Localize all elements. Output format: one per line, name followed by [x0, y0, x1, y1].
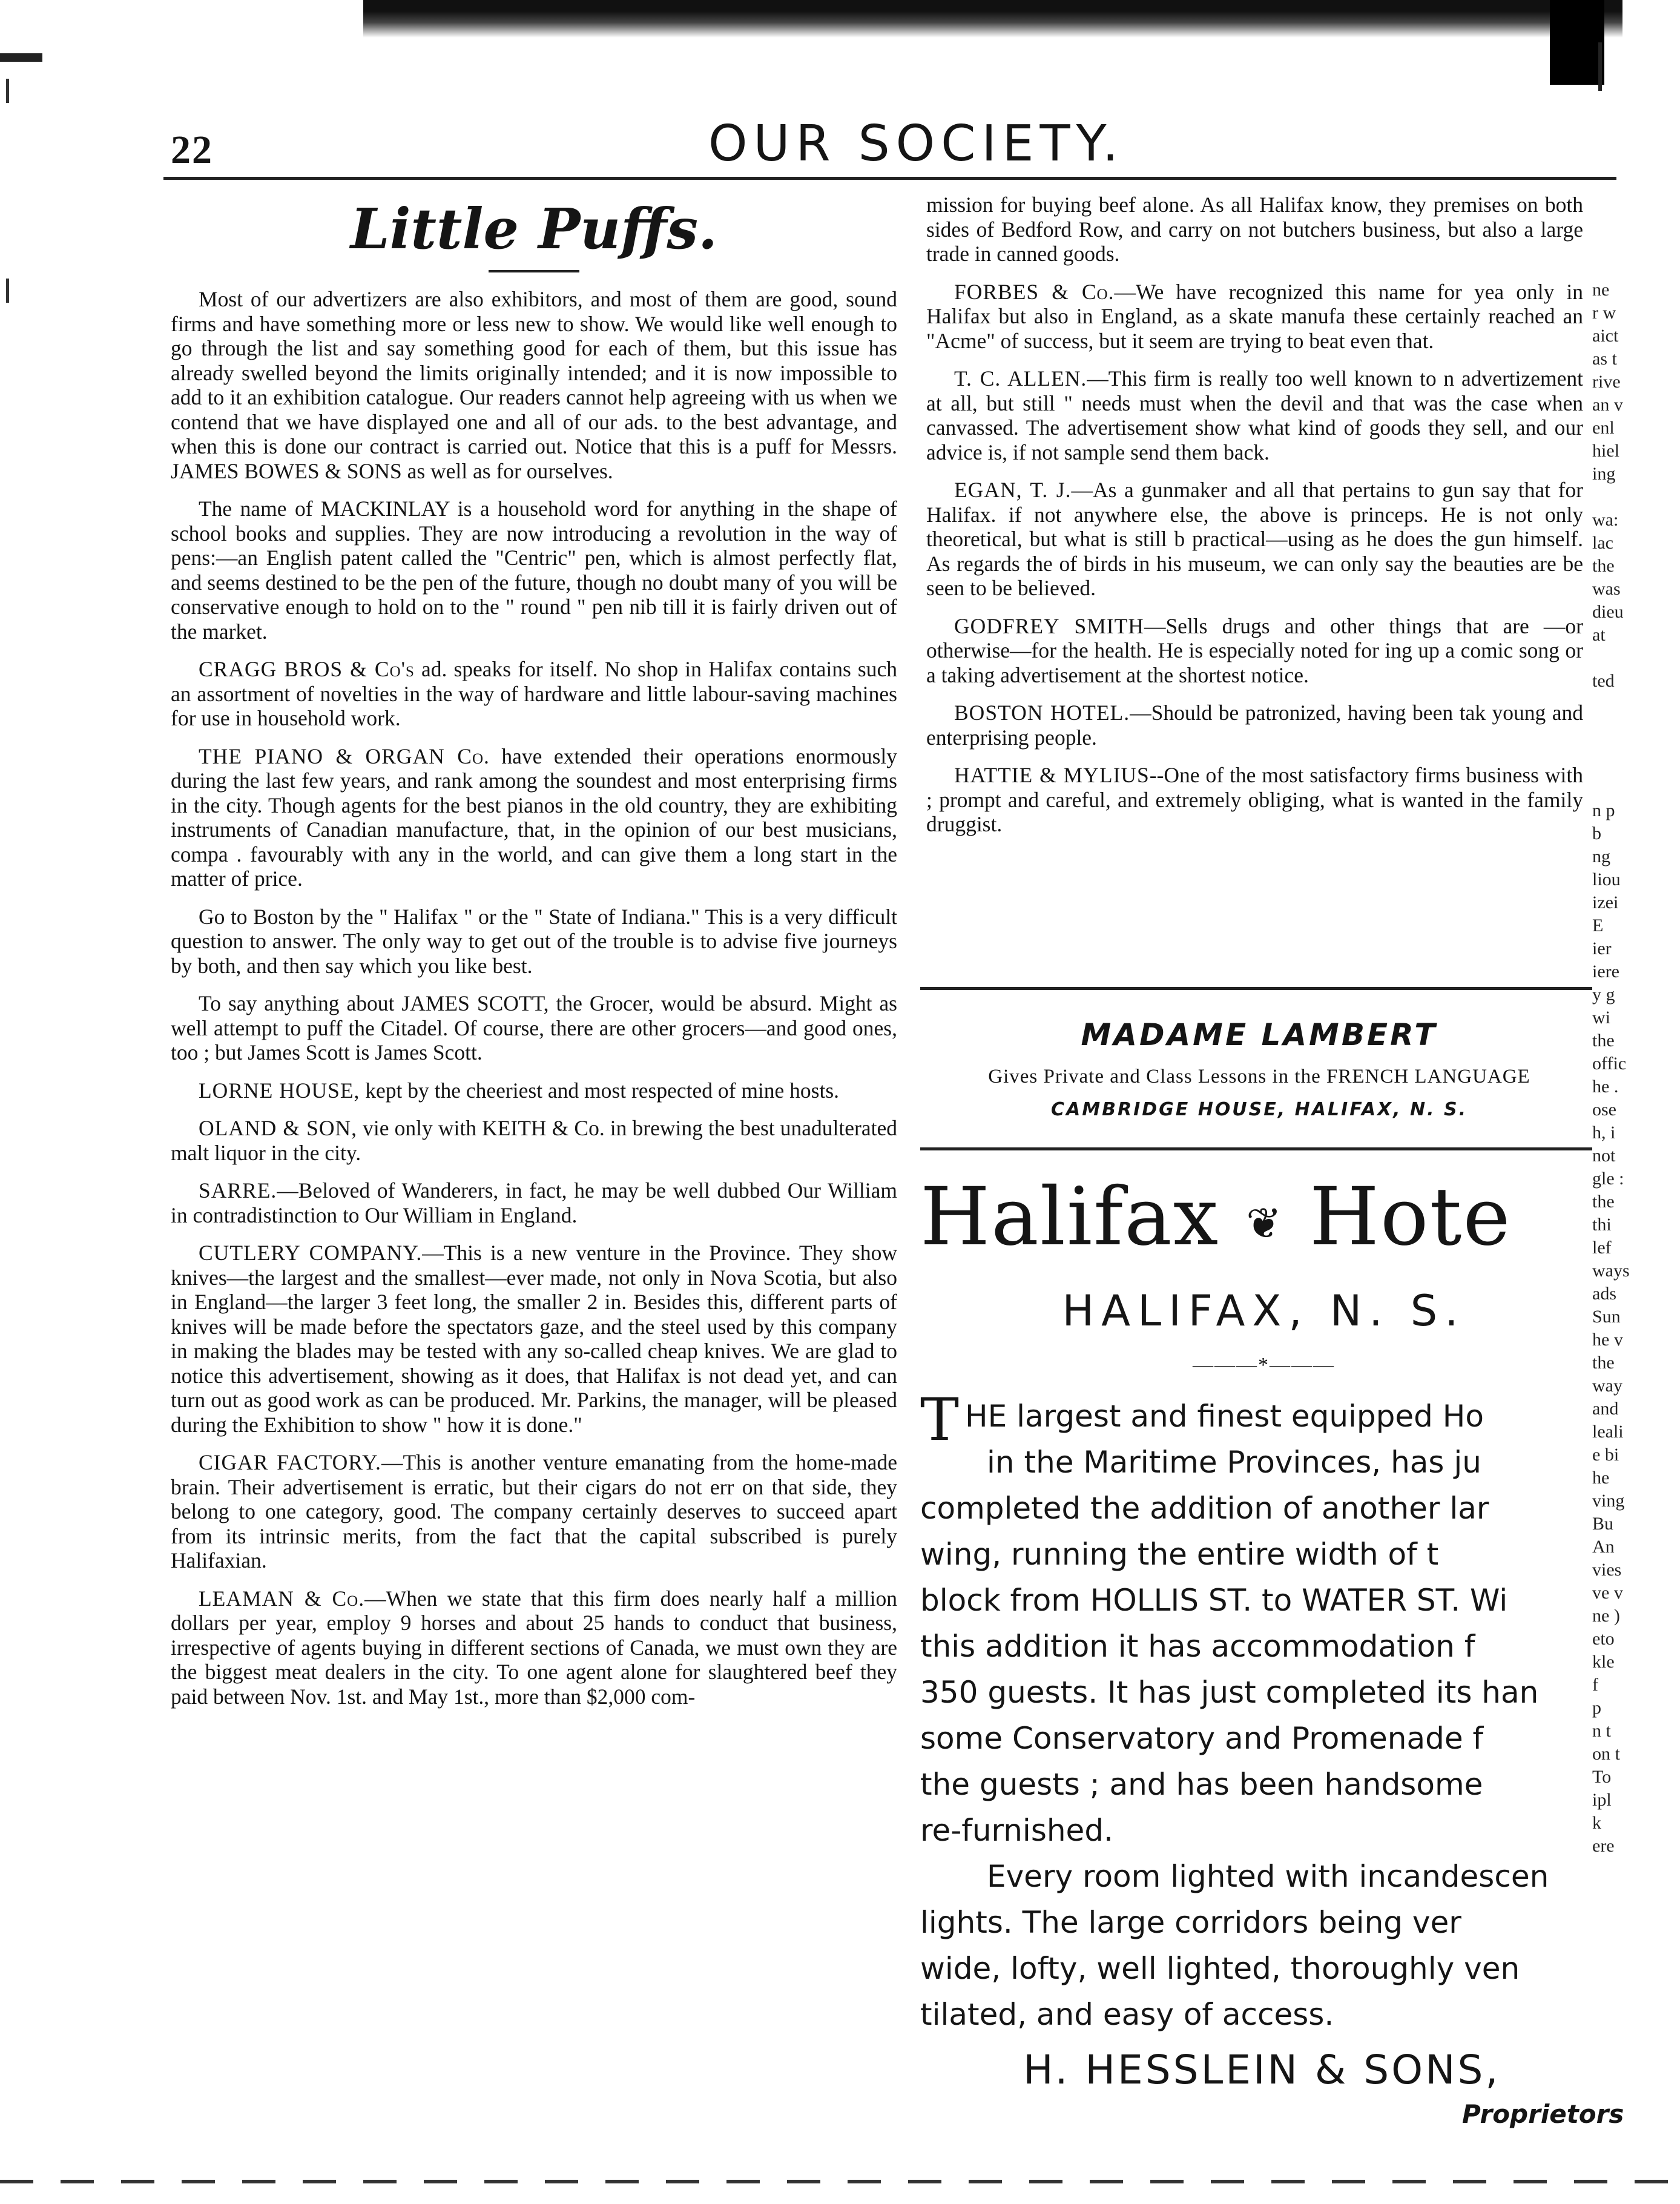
scan-speck: [6, 79, 9, 103]
fragment-text: b: [1592, 823, 1601, 843]
hotel-description: [920, 1385, 1607, 2033]
puff-paragraph: [926, 701, 1583, 750]
paragraph-text: —This firm is really too well known to n advertizement at all, but still " needs must when the devil and that was the case when canvassed. The advertisement show what kind of goods they sell, and our advice is, if not sample send them back.: [926, 366, 1583, 464]
fragment-text: r w: [1592, 303, 1616, 323]
right-column: [926, 193, 1583, 850]
proprietor-title: Proprietors: [1462, 2099, 1624, 2129]
fragment-text: lac: [1592, 533, 1613, 553]
fragment-text: the: [1592, 1192, 1615, 1212]
paragraph-text: —This is another venture emanating from the home-made brain. Their advertisement is erratic, but their cigars do not err on that side, they belong to one category, good. The company certainly deserves to succeed apart from its intrinsic merits, from the fact that the capital subscribed is purely Halifaxian.: [171, 1450, 897, 1572]
hotel-text-line: re-furnished.: [920, 1812, 1113, 1848]
scan-edge-mark: [0, 53, 42, 62]
paragraph-text: —As a gunmaker and all that pertains to gun say that for Halifax. if not anywhere else, the above is princeps. He is not only theoretical, but what is still b practical—using as he does the gun himself. As regards the of birds in his museum, we can only say the beauties are be seen to be believed.: [926, 478, 1583, 600]
fragment-text: at: [1592, 625, 1606, 645]
fragment-text: way: [1592, 1376, 1622, 1396]
fragment-text: the: [1592, 556, 1615, 576]
paragraph-text: To say anything about JAMES SCOTT, the Grocer, would be absurd. Might as well attempt to puff the Citadel. Of course, there are other grocers—and good ones, too ; but James Scott is James Scott.: [171, 991, 897, 1064]
neighbour-column-fragment: [1592, 279, 1680, 693]
fragment-text: ere: [1592, 1836, 1615, 1856]
fragment-text: was: [1592, 579, 1621, 599]
firm-name: EGAN, T. J.: [954, 478, 1072, 502]
ornament-icon: ❦: [1246, 1198, 1283, 1249]
hotel-text-line: HE largest and finest equipped Ho: [965, 1398, 1484, 1434]
paragraph-text: ad. speaks for itself. No shop in Halifax contains such an assortment of novelties in the way of hardware and little labour-saving machines for use in household work.: [171, 657, 897, 730]
fragment-text: wi: [1592, 1008, 1610, 1028]
hotel-name-part1: Halifax: [920, 1170, 1220, 1264]
hotel-text-line: Every room lighted with incandescen: [987, 1858, 1549, 1894]
paragraph-text: —Should be patronized, having been tak young and enterprising people.: [926, 701, 1583, 750]
ad-lambert-address: CAMBRIDGE HOUSE, HALIFAX, N. S.: [1051, 1099, 1468, 1120]
firm-name: LORNE HOUSE,: [199, 1078, 360, 1103]
fragment-text: Bu: [1592, 1514, 1614, 1534]
fragment-text: p: [1592, 1698, 1601, 1718]
hotel-lines: [920, 1385, 1607, 2033]
fragment-text: the: [1592, 1031, 1615, 1051]
scan-edge-mark: [1598, 42, 1602, 91]
hotel-text-line: wing, running the entire width of t: [920, 1536, 1439, 1572]
paragraph-text: kept by the cheeriest and most respected of mine hosts.: [360, 1078, 840, 1103]
scan-speck: [6, 279, 9, 303]
fragment-text: he: [1592, 1468, 1610, 1488]
ad-rule: [920, 987, 1592, 990]
section-heading: Little Puffs.: [350, 196, 718, 262]
hotel-text-line: some Conservatory and Promenade f: [920, 1720, 1484, 1756]
hotel-text-line: completed the addition of another lar: [920, 1490, 1489, 1526]
fragment-text: dieu: [1592, 602, 1624, 622]
paragraph-text: Most of our advertizers are also exhibitors, and most of them are good, sound firms and have something more or less new to show. We would like well enough to go through the list and say something good for each of them, but this issue has already swelled beyond the limits originally intended; and it is now impossible to add to it an exhibition catalogue. Our readers cannot help agreeing with us when we contend that we have displayed one and all of our ads. to the best advantage, and when this is done our contract is carried out. Notice that this is a puff for Messrs. JAMES BOWES & SONS as well as for ourselves.: [171, 287, 897, 483]
fragment-text: enl: [1592, 418, 1615, 438]
paragraph-text: —We have recognized this name for yea only in Halifax but also in England, as a skate manufa these certainly reached an "Acme" of success, but it seem are trying to beat even that.: [926, 279, 1583, 353]
hotel-text-line: the guests ; and has been handsome: [920, 1766, 1483, 1802]
fragment-text: To: [1592, 1767, 1612, 1787]
fragment-text: ing: [1592, 464, 1616, 484]
fragment-text: ng: [1592, 846, 1610, 866]
fragment-text: he v: [1592, 1330, 1623, 1350]
scan-bottom-edge: [0, 2180, 1680, 2183]
hotel-text-line: in the Maritime Provinces, has ju: [987, 1444, 1481, 1480]
paragraph-text: —Sells drugs and other things that are —or otherwise—for the health. He is especially noted for ing up a comic song or a taking advertisement at the shortest notice.: [926, 613, 1583, 687]
fragment-text: ipl: [1592, 1790, 1612, 1810]
firm-name: FORBES & Co.: [954, 279, 1115, 304]
fragment-text: [1592, 486, 1680, 509]
puff-paragraph: [171, 1078, 897, 1103]
heading-rule: [489, 270, 579, 272]
firm-name: CRAGG BROS & Co's: [199, 657, 415, 681]
fragment-text: he .: [1592, 1077, 1619, 1097]
fragment-text: izei: [1592, 892, 1619, 912]
fragment-text: on t: [1592, 1744, 1620, 1764]
fragment-text: lef: [1592, 1238, 1612, 1258]
header-rule: [163, 177, 1616, 180]
fragment-text: gle :: [1592, 1169, 1624, 1189]
fragment-text: ier: [1592, 939, 1612, 958]
hotel-divider: ———*———: [1193, 1353, 1335, 1376]
publication-title: OUR SOCIETY.: [708, 115, 1125, 173]
puff-paragraph: [926, 614, 1583, 688]
puff-paragraph: [171, 1586, 897, 1709]
firm-name: HATTIE & MYLIUS: [954, 763, 1150, 787]
puff-paragraph: [171, 991, 897, 1065]
puff-paragraph: [171, 1116, 897, 1165]
fragment-text: ways: [1592, 1261, 1630, 1281]
puff-paragraph: [926, 280, 1583, 354]
firm-name: SARRE.: [199, 1178, 277, 1203]
left-paragraphs: [171, 287, 897, 1709]
hotel-text-line: tilated, and easy of access.: [920, 1996, 1334, 2032]
fragment-text: An: [1592, 1537, 1615, 1557]
fragment-text: ads: [1592, 1284, 1616, 1304]
paragraph-text: --One of the most satisfactory firms business with ; prompt and careful, and extremely obliging, what is wanted in the family druggist.: [926, 763, 1583, 836]
fragment-text: Sun: [1592, 1307, 1621, 1327]
fragment-text: ving: [1592, 1491, 1625, 1511]
paragraph-text: Go to Boston by the " Halifax " or the " State of Indiana." This is a very difficult question to answer. The only way to get out of the trouble is to advise five journeys by both, and then say which you like best.: [171, 904, 897, 978]
fragment-text: ve v: [1592, 1583, 1623, 1603]
drop-cap: T: [920, 1385, 960, 1454]
fragment-text: an v: [1592, 395, 1623, 415]
fragment-text: ne ): [1592, 1606, 1620, 1626]
fragment-text: not: [1592, 1146, 1616, 1166]
puff-paragraph: [926, 478, 1583, 601]
scan-edge-block: [1550, 0, 1604, 85]
fragment-text: rive: [1592, 372, 1621, 392]
ad-rule: [920, 1147, 1592, 1150]
puff-paragraph: [926, 763, 1583, 837]
fragment-text: aict: [1592, 326, 1619, 346]
fragment-text: leali: [1592, 1422, 1624, 1442]
puff-paragraph: [171, 287, 897, 483]
paragraph-text: —When we state that this firm does nearly half a million dollars per year, employ 9 horses and about 25 hands to conduct that business, irrespective of agents buying in different sections of Canada, we must own they are the biggest meat dealers in the city. To one agent alone for slaughtered beef they paid between Nov. 1st. and May 1st., more than $2,000 com-: [171, 1586, 897, 1709]
fragment-text: vies: [1592, 1560, 1622, 1580]
hotel-text-line: this addition it has accommodation f: [920, 1628, 1475, 1664]
right-paragraphs: [926, 280, 1583, 837]
firm-name: CUTLERY COMPANY.: [199, 1241, 423, 1265]
fragment-text: offic: [1592, 1054, 1627, 1074]
fragment-text: and: [1592, 1399, 1619, 1419]
fragment-text: wa:: [1592, 510, 1619, 530]
fragment-text: k: [1592, 1813, 1601, 1833]
fragment-text: liou: [1592, 869, 1621, 889]
fragment-text: y g: [1592, 985, 1615, 1005]
page-number: 22: [171, 128, 213, 172]
fragment-text: the: [1592, 1353, 1615, 1373]
hotel-text-line: wide, lofty, well lighted, thoroughly ven: [920, 1950, 1520, 1986]
puff-paragraph: [171, 1241, 897, 1437]
puff-paragraph: [171, 1450, 897, 1573]
fragment-text: eto: [1592, 1629, 1615, 1649]
hotel-city: HALIFAX, N. S.: [1062, 1285, 1466, 1336]
fragment-text: ted: [1592, 671, 1615, 691]
puff-paragraph: [926, 366, 1583, 464]
hotel-name-part2: Hote: [1309, 1170, 1512, 1264]
firm-name: GODFREY SMITH: [954, 613, 1144, 638]
firm-name: CIGAR FACTORY.: [199, 1450, 381, 1474]
fragment-text: thi: [1592, 1215, 1612, 1235]
fragment-text: E: [1592, 916, 1604, 935]
firm-name: THE PIANO & ORGAN Co.: [199, 744, 490, 768]
puff-paragraph: [171, 905, 897, 978]
fragment-text: kle: [1592, 1652, 1615, 1672]
puff-paragraph: [171, 1178, 897, 1227]
hotel-text-line: 350 guests. It has just completed its han: [920, 1674, 1539, 1710]
paragraph-text: have extended their operations enormously during the last few years, and rank among the soundest and most enterprising firms in the city. Though agents for the best pianos in the old country, they are exhibiting instruments of Canadian manufacture, that, in the opinion of our best musicians, compa . favourably with any in the world, and can give them a long start in the matter of price.: [171, 744, 897, 891]
paragraph-text: vie only with KEITH & Co. in brewing the best unadulterated malt liquor in the city.: [171, 1116, 897, 1165]
hotel-text-line: lights. The large corridors being ver: [920, 1904, 1461, 1940]
ad-lambert-line: Gives Private and Class Lessons in the FRENCH LANGUAGE: [988, 1066, 1530, 1087]
firm-name: BOSTON HOTEL.: [954, 701, 1130, 725]
puff-paragraph: [171, 497, 897, 644]
hotel-name: [920, 1172, 1607, 1269]
fragment-text: [1592, 647, 1680, 670]
hotel-text-line: block from HOLLIS ST. to WATER ST. Wi: [920, 1582, 1508, 1618]
fragment-text: f: [1592, 1675, 1598, 1695]
firm-name: T. C. ALLEN.: [954, 366, 1087, 391]
fragment-text: e bi: [1592, 1445, 1619, 1465]
firm-name: LEAMAN & Co.: [199, 1586, 365, 1611]
firm-name: OLAND & SON,: [199, 1116, 357, 1140]
fragment-text: h, i: [1592, 1123, 1616, 1143]
fragment-text: hiel: [1592, 441, 1619, 461]
fragment-text: iere: [1592, 962, 1619, 982]
paragraph-text: —Beloved of Wanderers, in fact, he may be well dubbed Our William in contradistinction to Our William in England.: [171, 1178, 897, 1227]
neighbour-column-fragment: [1592, 799, 1680, 1858]
fragment-text: n t: [1592, 1721, 1611, 1741]
proprietor-name: H. HESSLEIN & SONS,: [1023, 2046, 1501, 2093]
fragment-text: ose: [1592, 1100, 1616, 1120]
left-column: [171, 193, 897, 1722]
fragment-text: n p: [1592, 800, 1615, 820]
paragraph-text: —This is a new venture in the Province. They show knives—the largest and the smallest—ever made, not only in Nova Scotia, but also in England—the larger 3 feet long, the smaller 2 in. Besides this, different parts of knives will be made before the spectators gaze, and the steel used by this company in making the blades may be tested with any so-called cheap knives. We are glad to notice this advertisement, showing as it does, that Halifax is not dead yet, and can turn out as good work as can be produced. Mr. Parkins, the manager, will be pleased during the Exhibition to show " how it is done.": [171, 1241, 898, 1437]
fragment-text: as t: [1592, 349, 1617, 369]
ad-madame-lambert: [926, 1017, 1592, 1120]
ad-lambert-name: MADAME LAMBERT: [1081, 1017, 1438, 1052]
puff-paragraph: [171, 657, 897, 731]
puff-paragraph: [171, 744, 897, 891]
fragment-text: ne: [1592, 280, 1610, 300]
paragraph-text: The name of MACKINLAY is a household word for anything in the shape of school books and supplies. They are now introducing a revolution in the way of pens:—an English patent called the "Centric" pen, which is almost perfectly flat, and seems destined to be the pen of the future, though no doubt many of you will be conservative enough to hold on to the " round " pen nib till it is fairly driven out of the market.: [171, 497, 897, 644]
continued-paragraph: mission for buying beef alone. As all Halifax know, they premises on both sides of Bedford Row, and carry on not butchers business, but also a large trade in canned goods.: [926, 193, 1583, 266]
scan-edge-shadow: [363, 0, 1622, 38]
